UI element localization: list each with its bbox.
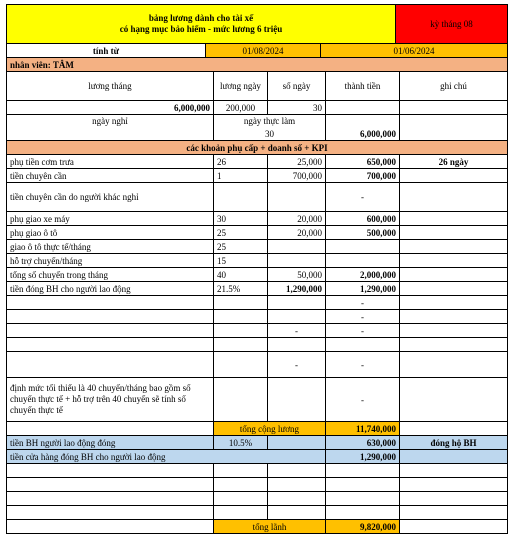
insurance-amount[interactable]: 630,000 <box>326 436 400 450</box>
empty-label[interactable] <box>6 492 214 506</box>
blank-amount[interactable] <box>326 338 400 352</box>
header-days: số ngày <box>268 72 326 101</box>
header-monthly-salary: lương tháng <box>6 72 214 101</box>
header-amount: thành tiền <box>326 72 400 101</box>
date-label[interactable]: tính từ <box>6 44 206 58</box>
blank-note[interactable] <box>400 338 508 352</box>
date-to[interactable]: 01/06/2024 <box>321 44 508 58</box>
blank-row <box>6 310 508 324</box>
blank-qty[interactable] <box>214 324 268 338</box>
header-note: ghi chú <box>400 72 508 101</box>
blank-label[interactable] <box>6 324 214 338</box>
allowance-amount[interactable]: 2,000,000 <box>326 268 400 282</box>
allowance-amount[interactable]: 650,000 <box>326 155 400 169</box>
tail-rows <box>6 464 508 520</box>
gross-spacer <box>6 422 214 436</box>
blank-amount[interactable]: - <box>326 296 400 310</box>
allowance-amount[interactable]: 500,000 <box>326 226 400 240</box>
days-value[interactable]: 30 <box>268 101 326 115</box>
workday-row <box>6 115 508 141</box>
note-block-row <box>6 378 508 422</box>
allowance-note[interactable]: 26 ngày <box>400 155 508 169</box>
allowance-note[interactable] <box>400 268 508 282</box>
allowance-label: tiền chuyên cần <box>6 169 214 183</box>
store-insurance-note[interactable] <box>400 450 508 464</box>
allowance-qty[interactable]: 26 <box>214 155 268 169</box>
insurance-note[interactable]: đóng hộ BH <box>400 436 508 450</box>
actual-days-label: ngày thực làm <box>243 116 296 126</box>
blank-row <box>6 324 508 338</box>
allowance-note[interactable] <box>400 226 508 240</box>
empty-row <box>6 464 508 478</box>
allowance-qty[interactable]: 21.5% <box>214 282 268 296</box>
salary-header-row <box>6 72 508 101</box>
gross-total-row <box>6 422 508 436</box>
allowance-qty[interactable] <box>214 183 268 212</box>
allowance-amount[interactable]: 1,290,000 <box>326 282 400 296</box>
daily-salary-value[interactable]: 200,000 <box>214 101 268 115</box>
note-block-amount[interactable]: - <box>326 378 400 422</box>
allowance-rate[interactable]: 1,290,000 <box>268 282 326 296</box>
allowance-label: hỗ trợ chuyến/tháng <box>6 254 214 268</box>
allowance-note[interactable] <box>400 169 508 183</box>
allowance-label: tiền chuyên cần do người khác nghỉ <box>6 183 214 212</box>
note-block-text: định mức tối thiểu là 40 chuyến/tháng bao gồm số chuyến thực tế + hỗ trợ trên 40 chuyến sẽ tính số chuyến thực tế <box>6 378 214 422</box>
net-total-label: tổng lãnh <box>214 520 326 534</box>
empty-amount[interactable] <box>326 464 400 478</box>
allowance-row <box>6 226 508 240</box>
blank-rate[interactable] <box>268 338 326 352</box>
net-spacer <box>6 520 214 534</box>
empty-note[interactable] <box>400 464 508 478</box>
allowance-qty[interactable]: 25 <box>214 226 268 240</box>
salary-values-row <box>6 101 508 115</box>
sheet-title[interactable] <box>6 4 396 44</box>
blank-note[interactable] <box>400 324 508 338</box>
blank-amount[interactable]: - <box>326 324 400 338</box>
empty-note[interactable] <box>400 506 508 520</box>
allowance-label: tổng số chuyến trong tháng <box>6 268 214 282</box>
empty-row <box>6 492 508 506</box>
blank-amount[interactable]: - <box>326 352 400 378</box>
allowance-rate[interactable] <box>268 183 326 212</box>
allowance-qty[interactable]: 25 <box>214 240 268 254</box>
header-daily-salary: lương ngày <box>214 72 268 101</box>
net-note-cell[interactable] <box>400 520 508 534</box>
employee-label[interactable]: nhân viên: TÂM <box>6 58 508 72</box>
blank-amount[interactable]: - <box>326 310 400 324</box>
empty-rate[interactable] <box>268 464 326 478</box>
blank-row <box>6 352 508 378</box>
blank-note[interactable] <box>400 310 508 324</box>
allowance-row <box>6 212 508 226</box>
allowance-row <box>6 268 508 282</box>
title-line-2: có hạng mục bảo hiểm - mức lương 6 triệu <box>119 24 283 34</box>
empty-note[interactable] <box>400 478 508 492</box>
insurance-label: tiền BH người lao động đóng <box>6 436 214 450</box>
title-row <box>6 4 508 44</box>
net-total-amount[interactable]: 9,820,000 <box>326 520 400 534</box>
gross-total-amount[interactable]: 11,740,000 <box>326 422 400 436</box>
allowance-note[interactable] <box>400 183 508 212</box>
empty-qty[interactable] <box>214 464 268 478</box>
title-line-1: bảng lương dành cho tài xế <box>148 13 254 23</box>
allowance-rate[interactable]: 700,000 <box>268 169 326 183</box>
blank-qty[interactable] <box>214 338 268 352</box>
blank-label[interactable] <box>6 296 214 310</box>
days-off-label: ngày nghỉ <box>6 115 214 141</box>
employee-row <box>6 58 508 72</box>
allowance-note[interactable] <box>400 212 508 226</box>
allowance-rows <box>6 155 508 296</box>
allowance-row <box>6 240 508 254</box>
store-insurance-amount[interactable]: 1,290,000 <box>326 450 400 464</box>
allowance-section-title: các khoản phụ cấp + doanh số + KPI <box>6 141 508 155</box>
allowance-amount[interactable] <box>326 240 400 254</box>
note-block-qty[interactable] <box>214 378 268 422</box>
blank-note[interactable] <box>400 352 508 378</box>
empty-rate[interactable] <box>268 492 326 506</box>
empty-qty[interactable] <box>214 506 268 520</box>
empty-amount[interactable] <box>326 478 400 492</box>
note-empty-cell[interactable] <box>400 101 508 115</box>
blank-rate[interactable]: - <box>268 352 326 378</box>
allowance-amount[interactable]: - <box>326 183 400 212</box>
empty-label[interactable] <box>6 506 214 520</box>
blank-label[interactable] <box>6 352 214 378</box>
store-insurance-row <box>6 450 508 464</box>
allowance-row <box>6 155 508 169</box>
allowance-rate[interactable]: 25,000 <box>268 155 326 169</box>
base-salary-amount[interactable]: 6,000,000 <box>326 115 400 141</box>
blank-note[interactable] <box>400 296 508 310</box>
blank-rows <box>6 296 508 378</box>
allowance-qty[interactable]: 40 <box>214 268 268 282</box>
salary-sheet <box>6 4 508 534</box>
note-block-rate[interactable] <box>268 378 326 422</box>
blank-row <box>6 338 508 352</box>
allowance-qty[interactable]: 30 <box>214 212 268 226</box>
allowance-amount[interactable] <box>326 254 400 268</box>
empty-rate[interactable] <box>268 478 326 492</box>
store-insurance-label: tiền cửa hàng đóng BH cho người lao động <box>6 450 326 464</box>
blank-row <box>6 296 508 310</box>
allowance-qty[interactable]: 15 <box>214 254 268 268</box>
note-block-note[interactable] <box>400 378 508 422</box>
allowance-note[interactable] <box>400 254 508 268</box>
allowance-label: phụ tiền cơm trưa <box>6 155 214 169</box>
allowance-qty[interactable]: 1 <box>214 169 268 183</box>
allowance-rate[interactable] <box>268 254 326 268</box>
blank-rate[interactable] <box>268 310 326 324</box>
allowance-note[interactable] <box>400 282 508 296</box>
blank-qty[interactable] <box>214 352 268 378</box>
empty-qty[interactable] <box>214 492 268 506</box>
allowance-label: tiền đóng BH cho người lao động <box>6 282 214 296</box>
allowance-rate[interactable]: 20,000 <box>268 212 326 226</box>
allowance-row <box>6 254 508 268</box>
allowance-amount[interactable]: 700,000 <box>326 169 400 183</box>
allowance-rate[interactable] <box>268 240 326 254</box>
insurance-row <box>6 436 508 450</box>
allowance-label: giao ô tô thực tế/tháng <box>6 240 214 254</box>
allowance-row <box>6 282 508 296</box>
blank-label[interactable] <box>6 310 214 324</box>
monthly-salary-value[interactable]: 6,000,000 <box>6 101 214 115</box>
allowance-rate[interactable]: 20,000 <box>268 226 326 240</box>
allowance-row <box>6 169 508 183</box>
allowance-row <box>6 183 508 212</box>
gross-note-cell[interactable] <box>400 422 508 436</box>
empty-qty[interactable] <box>214 478 268 492</box>
empty-label[interactable] <box>6 478 214 492</box>
blank-rate[interactable] <box>268 296 326 310</box>
insurance-rate-spacer <box>268 436 326 450</box>
empty-label[interactable] <box>6 464 214 478</box>
blank-qty[interactable] <box>214 310 268 324</box>
empty-note[interactable] <box>400 492 508 506</box>
allowance-amount[interactable]: 600,000 <box>326 212 400 226</box>
gross-total-label: tổng cộng lương <box>214 422 326 436</box>
empty-rate[interactable] <box>268 506 326 520</box>
blank-qty[interactable] <box>214 296 268 310</box>
empty-amount[interactable] <box>326 506 400 520</box>
date-row <box>6 44 508 58</box>
allowance-section-row <box>6 141 508 155</box>
allowance-label: phụ giao xe máy <box>6 212 214 226</box>
empty-row <box>6 506 508 520</box>
actual-days-value: 30 <box>265 129 274 139</box>
allowance-rate[interactable]: 50,000 <box>268 268 326 282</box>
allowance-note[interactable] <box>400 240 508 254</box>
blank-label[interactable] <box>6 338 214 352</box>
period-label[interactable]: kỳ tháng 08 <box>396 4 508 44</box>
blank-rate[interactable]: - <box>268 324 326 338</box>
amount-empty-cell[interactable] <box>326 101 400 115</box>
date-from[interactable]: 01/08/2024 <box>206 44 321 58</box>
empty-amount[interactable] <box>326 492 400 506</box>
allowance-label: phụ giao ô tô <box>6 226 214 240</box>
insurance-rate[interactable]: 10.5% <box>214 436 268 450</box>
empty-row <box>6 478 508 492</box>
actual-days-cell[interactable] <box>214 115 326 141</box>
net-total-row <box>6 520 508 534</box>
workday-note-cell[interactable] <box>400 115 508 141</box>
